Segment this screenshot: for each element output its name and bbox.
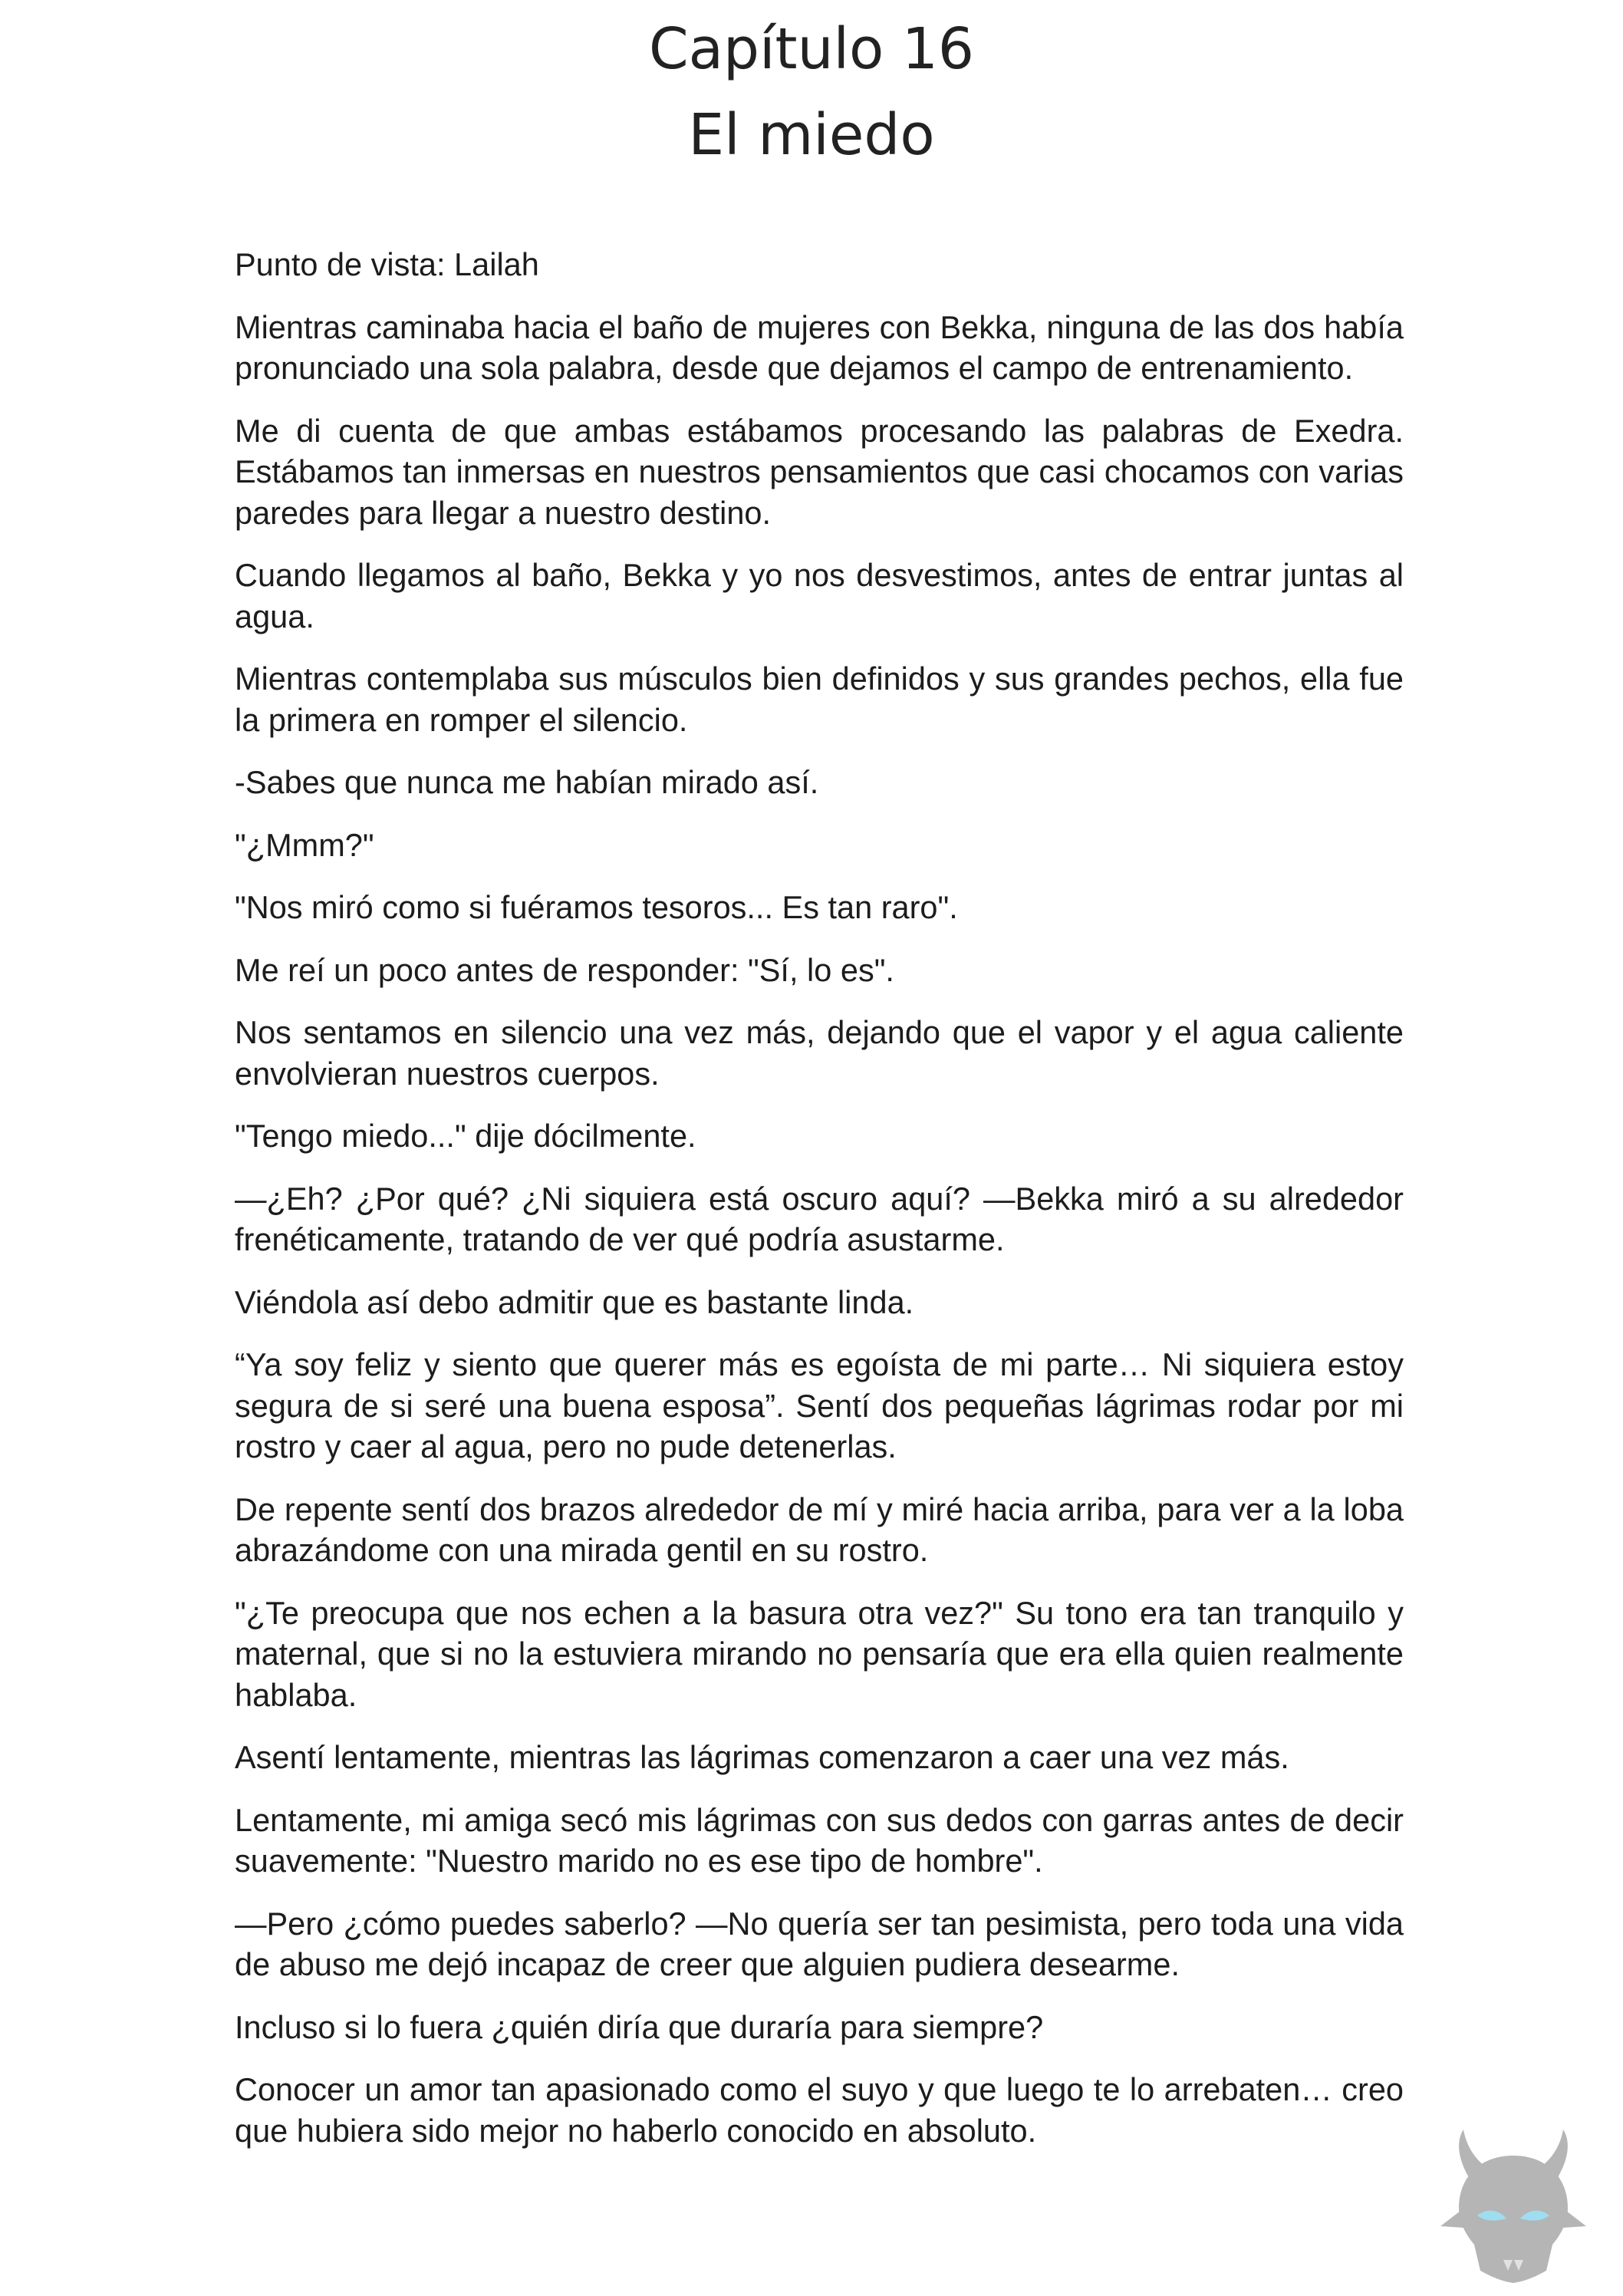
paragraph-8: "Nos miró como si fuéramos tesoros... Es tan raro". <box>235 889 958 925</box>
paragraph-4: Cuando llegamos al baño, Bekka y yo nos desvestimos, antes de entrar juntas al agua. <box>235 557 1404 634</box>
chapter-title: El miedo <box>688 102 935 168</box>
paragraph-12: —¿Eh? ¿Por qué? ¿Ni siquiera está oscuro aquí? —Bekka miró a su alrededor frenéticamente, tratando de ver qué podría asustarme. <box>235 1180 1404 1257</box>
chapter-number: Capítulo 16 <box>649 16 974 82</box>
paragraph-17: Asentí lentamente, mientras las lágrimas comenzaron a caer una vez más. <box>235 1739 1289 1775</box>
paragraph-11: "Tengo miedo..." dije dócilmente. <box>235 1118 696 1154</box>
paragraph-7: "¿Mmm?" <box>235 826 374 863</box>
paragraph-13: Viéndola así debo admitir que es bastante linda. <box>235 1283 914 1320</box>
paragraph-21: Conocer un amor tan apasionado como el suyo y que luego te lo arrebaten… creo que hubiera sido mejor no haberlo conocido en absoluto. <box>235 2071 1404 2149</box>
paragraph-20: Incluso si lo fuera ¿quién diría que duraría para siempre? <box>235 2008 1044 2045</box>
paragraph-9: Me reí un poco antes de responder: "Sí, lo es". <box>235 951 894 988</box>
paragraph-18: Lentamente, mi amiga secó mis lágrimas con sus dedos con garras antes de decir suavemente: "Nuestro marido no es ese tipo de hombre". <box>235 1801 1404 1879</box>
paragraph-2: Mientras caminaba hacia el baño de mujeres con Bekka, ninguna de las dos había pronunciado una sola palabra, desde que dejamos el campo de entrenamiento. <box>235 308 1404 386</box>
paragraph-3: Me di cuenta de que ambas estábamos procesando las palabras de Exedra. Estábamos tan inmersas en nuestros pensamientos que casi chocamos con varias paredes para llegar a nuestro destino. <box>235 412 1404 531</box>
paragraph-15: De repente sentí dos brazos alrededor de mí y miré hacia arriba, para ver a la loba abrazándome con una mirada gentil en su rostro. <box>235 1491 1404 1568</box>
demon-head-icon <box>1433 2125 1594 2286</box>
chapter-body <box>235 244 1404 2172</box>
chapter-heading <box>0 6 1623 178</box>
paragraph-14: “Ya soy feliz y siento que querer más es egoísta de mi parte… Ni siquiera estoy segura de si seré una buena esposa”. Sentí dos pequeñas lágrimas rodar por mi rostro y caer al agua, pero no pude detenerlas. <box>235 1346 1404 1464</box>
paragraph-10: Nos sentamos en silencio una vez más, dejando que el vapor y el agua caliente envolvieran nuestros cuerpos. <box>235 1014 1404 1092</box>
paragraph-16: "¿Te preocupa que nos echen a la basura otra vez?" Su tono era tan tranquilo y maternal, que si no la estuviera mirando no pensaría que era ella quien realmente hablaba. <box>235 1594 1404 1713</box>
paragraph-5: Mientras contemplaba sus músculos bien definidos y sus grandes pechos, ella fue la primera en romper el silencio. <box>235 660 1404 738</box>
paragraph-6: -Sabes que nunca me habían mirado así. <box>235 764 819 800</box>
paragraph-1: Punto de vista: Lailah <box>235 246 539 282</box>
paragraph-19: —Pero ¿cómo puedes saberlo? —No quería ser tan pesimista, pero toda una vida de abuso me dejó incapaz de creer que alguien pudiera desearme. <box>235 1905 1404 1982</box>
